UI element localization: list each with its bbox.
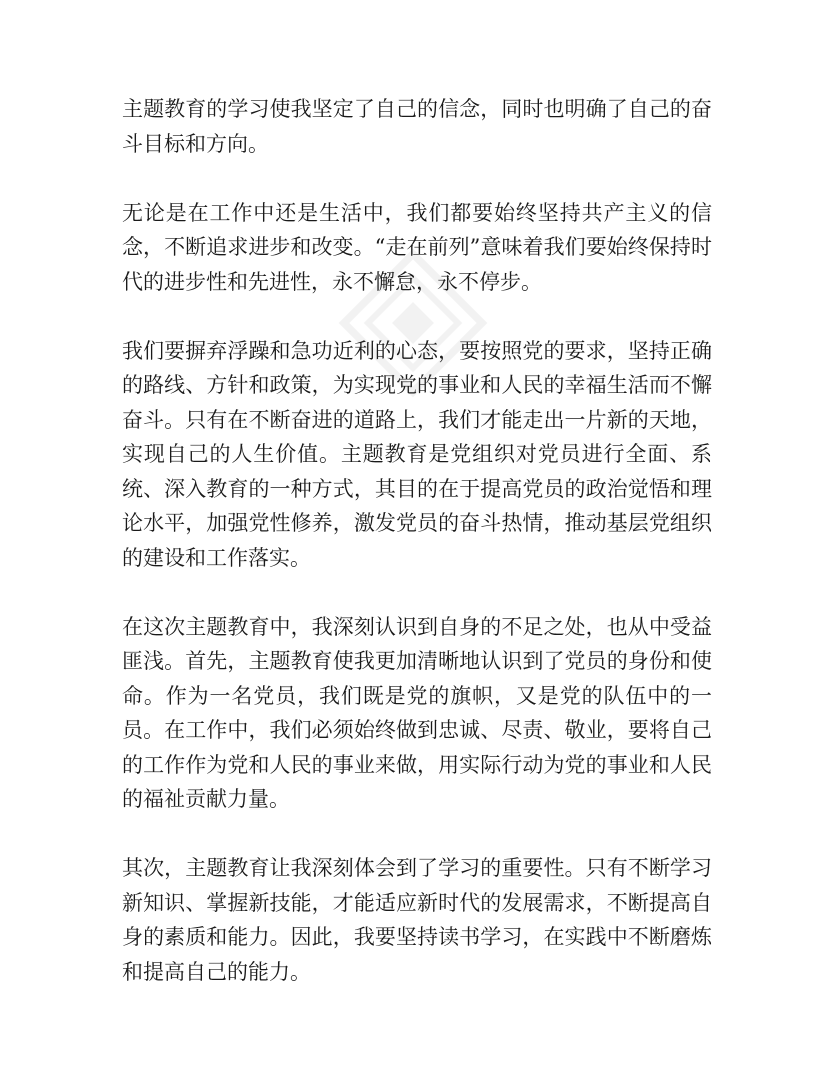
- paragraph-2: 无论是在工作中还是生活中，我们都要始终坚持共产主义的信念，不断追求进步和改变。“走在前列”意味着我们要始终保持时代的进步性和先进性，永不懈怠，永不停步。: [122, 200, 712, 294]
- paragraph-4: 在这次主题教育中，我深刻认识到自身的不足之处，也从中受益匪浅。首先，主题教育使我更加清晰地认识到了党员的身份和使命。作为一名党员，我们既是党的旗帜，又是党的队伍中的一员。在工作中，我们必须始终做到忠诚、尽责、敬业，要将自己的工作作为党和人民的事业来做，用实际行动为党的事业和人民的福祉贡献力量。: [122, 614, 712, 811]
- paragraph-1: 主题教育的学习使我坚定了自己的信念，同时也明确了自己的奋斗目标和方向。: [122, 97, 712, 156]
- paragraph-5: 其次，主题教育让我深刻体会到了学习的重要性。只有不断学习新知识、掌握新技能，才能适应新时代的发展需求，不断提高自身的素质和能力。因此，我要坚持读书学习，在实践中不断磨炼和提高自己的能力。: [122, 856, 712, 984]
- document-body: [122, 92, 712, 989]
- paragraph-3: 我们要摒弃浮躁和急功近利的心态，要按照党的要求，坚持正确的路线、方针和政策，为实现党的事业和人民的幸福生活而不懈奋斗。只有在不断奋进的道路上，我们才能走出一片新的天地，实现自己的人生价值。主题教育是党组织对党员进行全面、系统、深入教育的一种方式，其目的在于提高党员的政治觉悟和理论水平，加强党性修养，激发党员的奋斗热情，推动基层党组织的建设和工作落实。: [122, 338, 712, 570]
